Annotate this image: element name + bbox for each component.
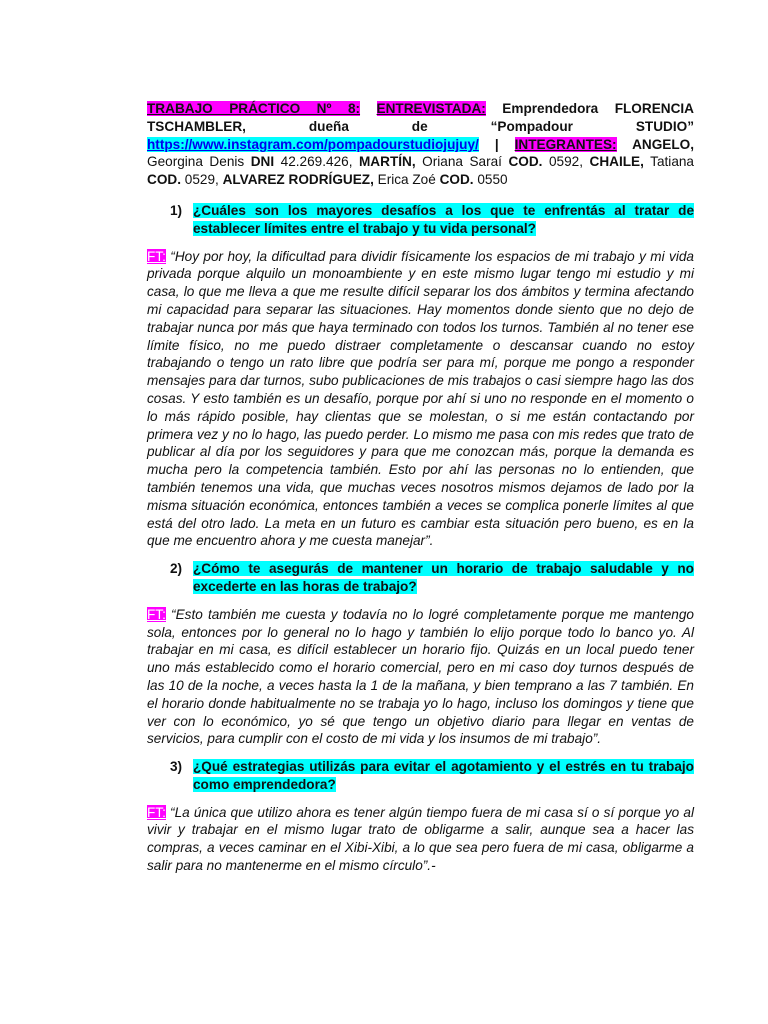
question-3 — [170, 758, 694, 794]
member-2-surname: MARTÍN, — [358, 154, 416, 170]
answer-3-text: “La única que utilizo ahora es tener algún tiempo fuera de mi casa sí o sí porque yo al vivir y trabajar en el mismo lugar trato de obligarme a salir, aunque sea a hacer las compras, a veces caminar en el Xibi-Xibi, a lo que sea pero fuera de mi casa, obligarme a salir para no mantenerme en el mismo círculo”.- — [147, 804, 694, 874]
question-text — [193, 202, 694, 238]
question-2 — [170, 560, 694, 596]
answer-1 — [147, 248, 694, 551]
member-4-name: Erica Zoé — [373, 172, 440, 188]
header-paragraph — [147, 100, 694, 189]
answer-2 — [147, 606, 694, 748]
cod-label: COD. — [508, 154, 543, 170]
answer-3 — [147, 804, 694, 875]
member-1-dni: 42.269.426, — [274, 154, 359, 170]
ft-label: FT: — [147, 248, 166, 264]
question-number: 1) — [170, 202, 183, 218]
ft-label: FT: — [147, 804, 166, 820]
answer-1-text: “Hoy por hoy, la dificultad para dividir físicamente los espacios de mi trabajo y mi vida privada porque alquilo un monoambiente y en este mismo lugar tengo mi estudio y mi casa, lo que me lleva a que me resulte difícil separar los dos ámbitos y termina afectando mi capacidad para separar las situaciones. Hay momentos donde siento que no dejo de trabajar nunca por más que haya terminado con todos los turnos. También al no tener ese límite físico, no me puedo distraer completamente o descansar cuando no estoy trabajando o tengo un rato libre que podría ser para mí, porque me pongo a responder mensajes para dar turnos, subo publicaciones de mis trabajos o casi siempre hago las dos cosas. Y esto también es un desafío, porque por ahí si uno no responde en el momento o lo más rápido posible, hay clientas que se molestan, o si me están contactando por primera vez y no lo hago, las puedo perder. Lo mismo me pasa con mis redes que trato de publicar al día por los seguidores y para que me conozcan más, porque la demanda es mucha pero la competencia también. Esto por ahí las personas no lo entienden, que también tenemos una vida, que muchas veces nosotros mismos dejamos de lado por la misma situación económica, entonces también a veces se complica ponerle límites al que está del otro lado. La meta en un futuro es cambiar esta situación pero bueno, es en la que me encuentro ahora y me cuesta manejar”. — [147, 248, 694, 549]
question-2-text: ¿Cómo te asegurás de mantener un horario de trabajo saludable y no excederte en las horas de trabajo? — [193, 561, 694, 594]
question-3-text: ¿Qué estrategias utilizás para evitar el agotamiento y el estrés en tu trabajo como emprendedora? — [193, 759, 694, 792]
entrevistada-label: ENTREVISTADA: — [376, 101, 486, 116]
question-1 — [170, 202, 694, 238]
question-text — [193, 758, 694, 794]
integrantes-label: INTEGRANTES: — [514, 136, 617, 152]
cod-label: COD. — [439, 172, 474, 188]
member-4-cod: 0550 — [473, 172, 508, 188]
member-1-name: Georgina Denis — [147, 154, 251, 170]
cod-label: COD. — [147, 172, 181, 188]
answer-2-text: “Esto también me cuesta y todavía no lo logré completamente porque me mantengo sola, entonces por lo general no lo hago y también lo elijo porque todo lo banco yo. Al trabajar en mi casa, es difícil establecer un horario fijo. Quizás en un local puedo tener uno más establecido como el horario comercial, pero en mi caso doy turnos después de las 10 de la noche, a veces hasta la 1 de la mañana, y bien temprano a las 7 también. En el horario donde habitualmente no se trabaja yo lo hago, incluso los domingos y tiene que ver con lo económico, yo sé que tengo un objetivo diario para llegar en ventas de servicios, para cumplir con el costo de mi vida y los insumos de mi trabajo”. — [147, 606, 694, 747]
question-text — [193, 560, 694, 596]
member-1-surname: ANGELO, — [616, 136, 695, 152]
ft-label: FT: — [147, 606, 166, 622]
entrevistada-text: Emprendedora FLORENCIA TSCHAMBLER, dueña de “Pompadour STUDIO” — [147, 101, 694, 134]
dni-label: DNI — [250, 154, 275, 170]
member-3-surname: CHAILE, — [589, 154, 644, 170]
question-1-text: ¿Cuáles son los mayores desafíos a los que te enfrentás al tratar de establecer límites entre el trabajo y tu vida personal? — [193, 202, 694, 236]
instagram-link[interactable]: https://www.instagram.com/pompadourstudiojujuy/ — [147, 136, 479, 152]
member-2-name: Oriana Saraí — [415, 154, 509, 170]
member-4-surname: ALVAREZ RODRÍGUEZ, — [222, 172, 374, 188]
question-number: 3) — [170, 759, 183, 775]
member-2-cod: 0592, — [542, 154, 590, 170]
member-3-cod: 0529, — [180, 172, 223, 188]
separator: | — [478, 136, 515, 152]
tp-label: TRABAJO PRÁCTICO Nº 8: — [147, 101, 361, 116]
question-number: 2) — [170, 561, 183, 577]
document-body — [147, 100, 694, 885]
member-3-name: Tatiana — [643, 154, 694, 170]
